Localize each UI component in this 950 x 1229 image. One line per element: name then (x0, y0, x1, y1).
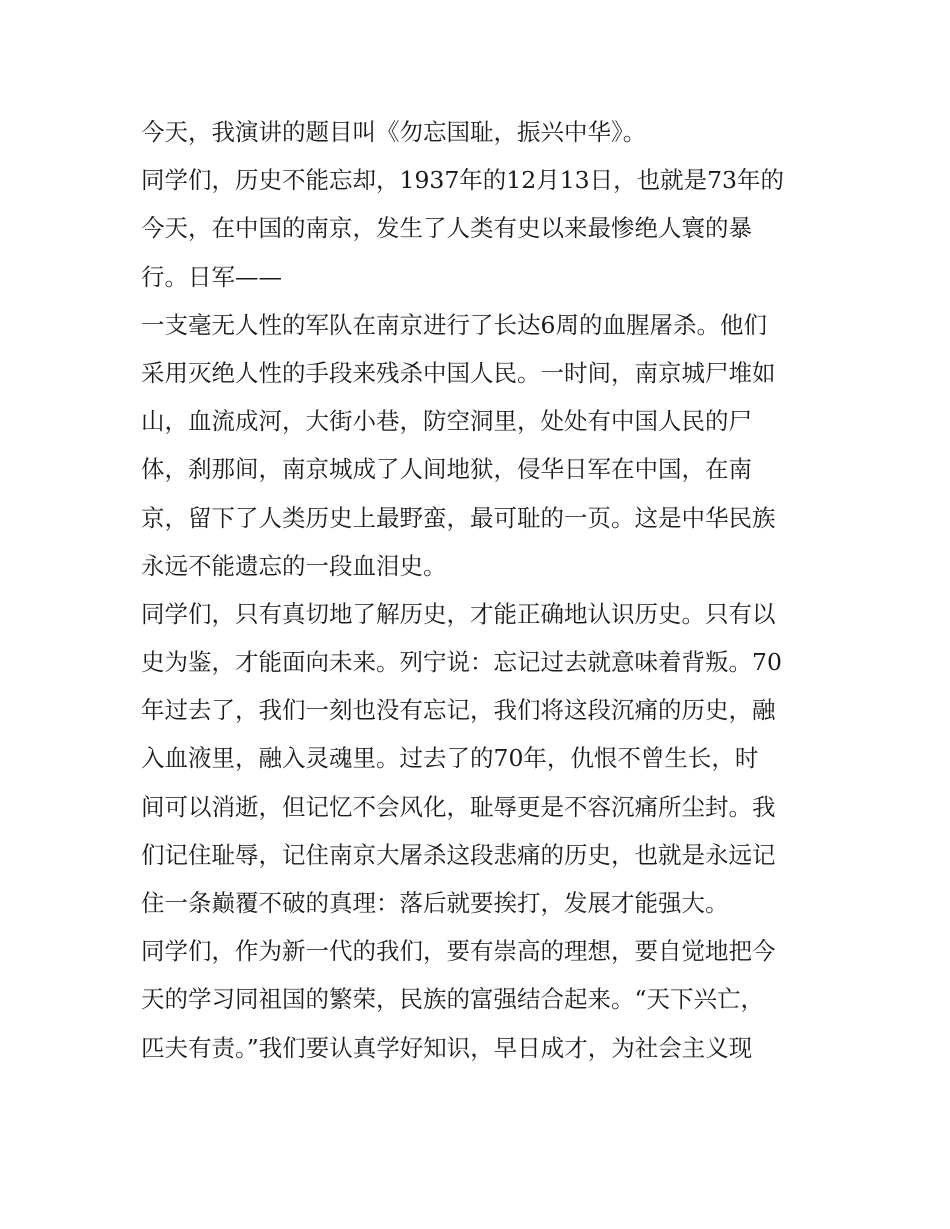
text-line: 们记住耻辱，记住南京大屠杀这段悲痛的历史，也就是永远记 (141, 840, 776, 869)
text-line: 采用灭绝人性的手段来残杀中国人民。一时间，南京城尸堆如 (141, 358, 776, 387)
text-line: 同学们，历史不能忘却，1937年的12月13日，也就是73年的 (141, 166, 785, 195)
text-line: 住一条巅覆不破的真理：落后就要挨打，发展才能强大。 (141, 889, 729, 917)
text-line: 山，血流成河，大街小巷，防空洞里，处处有中国人民的尸 (141, 407, 752, 436)
text-line: 同学们，只有真切地了解历史，才能正确地认识历史。只有以 (141, 599, 776, 628)
text-line: 天的学习同祖国的繁荣，民族的富强结合起来。“天下兴亡， (141, 985, 765, 1014)
text-line: 入血液里，融入灵魂里。过去了的70年，仇恨不曾生长，时 (141, 744, 759, 773)
text-line: 今天，我演讲的题目叫《勿忘国耻，振兴中华》。 (141, 118, 647, 146)
text-line: 体，刹那间，南京城成了人间地狱，侵华日军在中国，在南 (141, 455, 752, 484)
text-line: 同学们，作为新一代的我们，要有崇高的理想，要自觉地把今 (141, 937, 776, 966)
text-line: 一支毫无人性的军队在南京进行了长达6周的血腥屠杀。他们 (141, 310, 767, 339)
text-line: 匹夫有责。”我们要认真学好知识，早日成才，为社会主义现 (141, 1033, 753, 1062)
text-line: 年过去了，我们一刻也没有忘记，我们将这段沉痛的历史，融 (141, 696, 776, 725)
text-line: 行。日军—— (141, 262, 282, 291)
text-line: 史为鉴，才能面向未来。列宁说：忘记过去就意味着背叛。70 (141, 648, 782, 677)
text-line: 间可以消逝，但记忆不会风化，耻辱更是不容沉痛所尘封。我 (141, 792, 776, 821)
speech-text (141, 108, 821, 1072)
text-line: 京，留下了人类历史上最野蛮，最可耻的一页。这是中华民族 (141, 503, 776, 532)
text-line: 永远不能遗忘的一段血泪史。 (141, 551, 447, 580)
text-line: 今天，在中国的南京，发生了人类有史以来最惨绝人寰的暴 (141, 214, 752, 243)
